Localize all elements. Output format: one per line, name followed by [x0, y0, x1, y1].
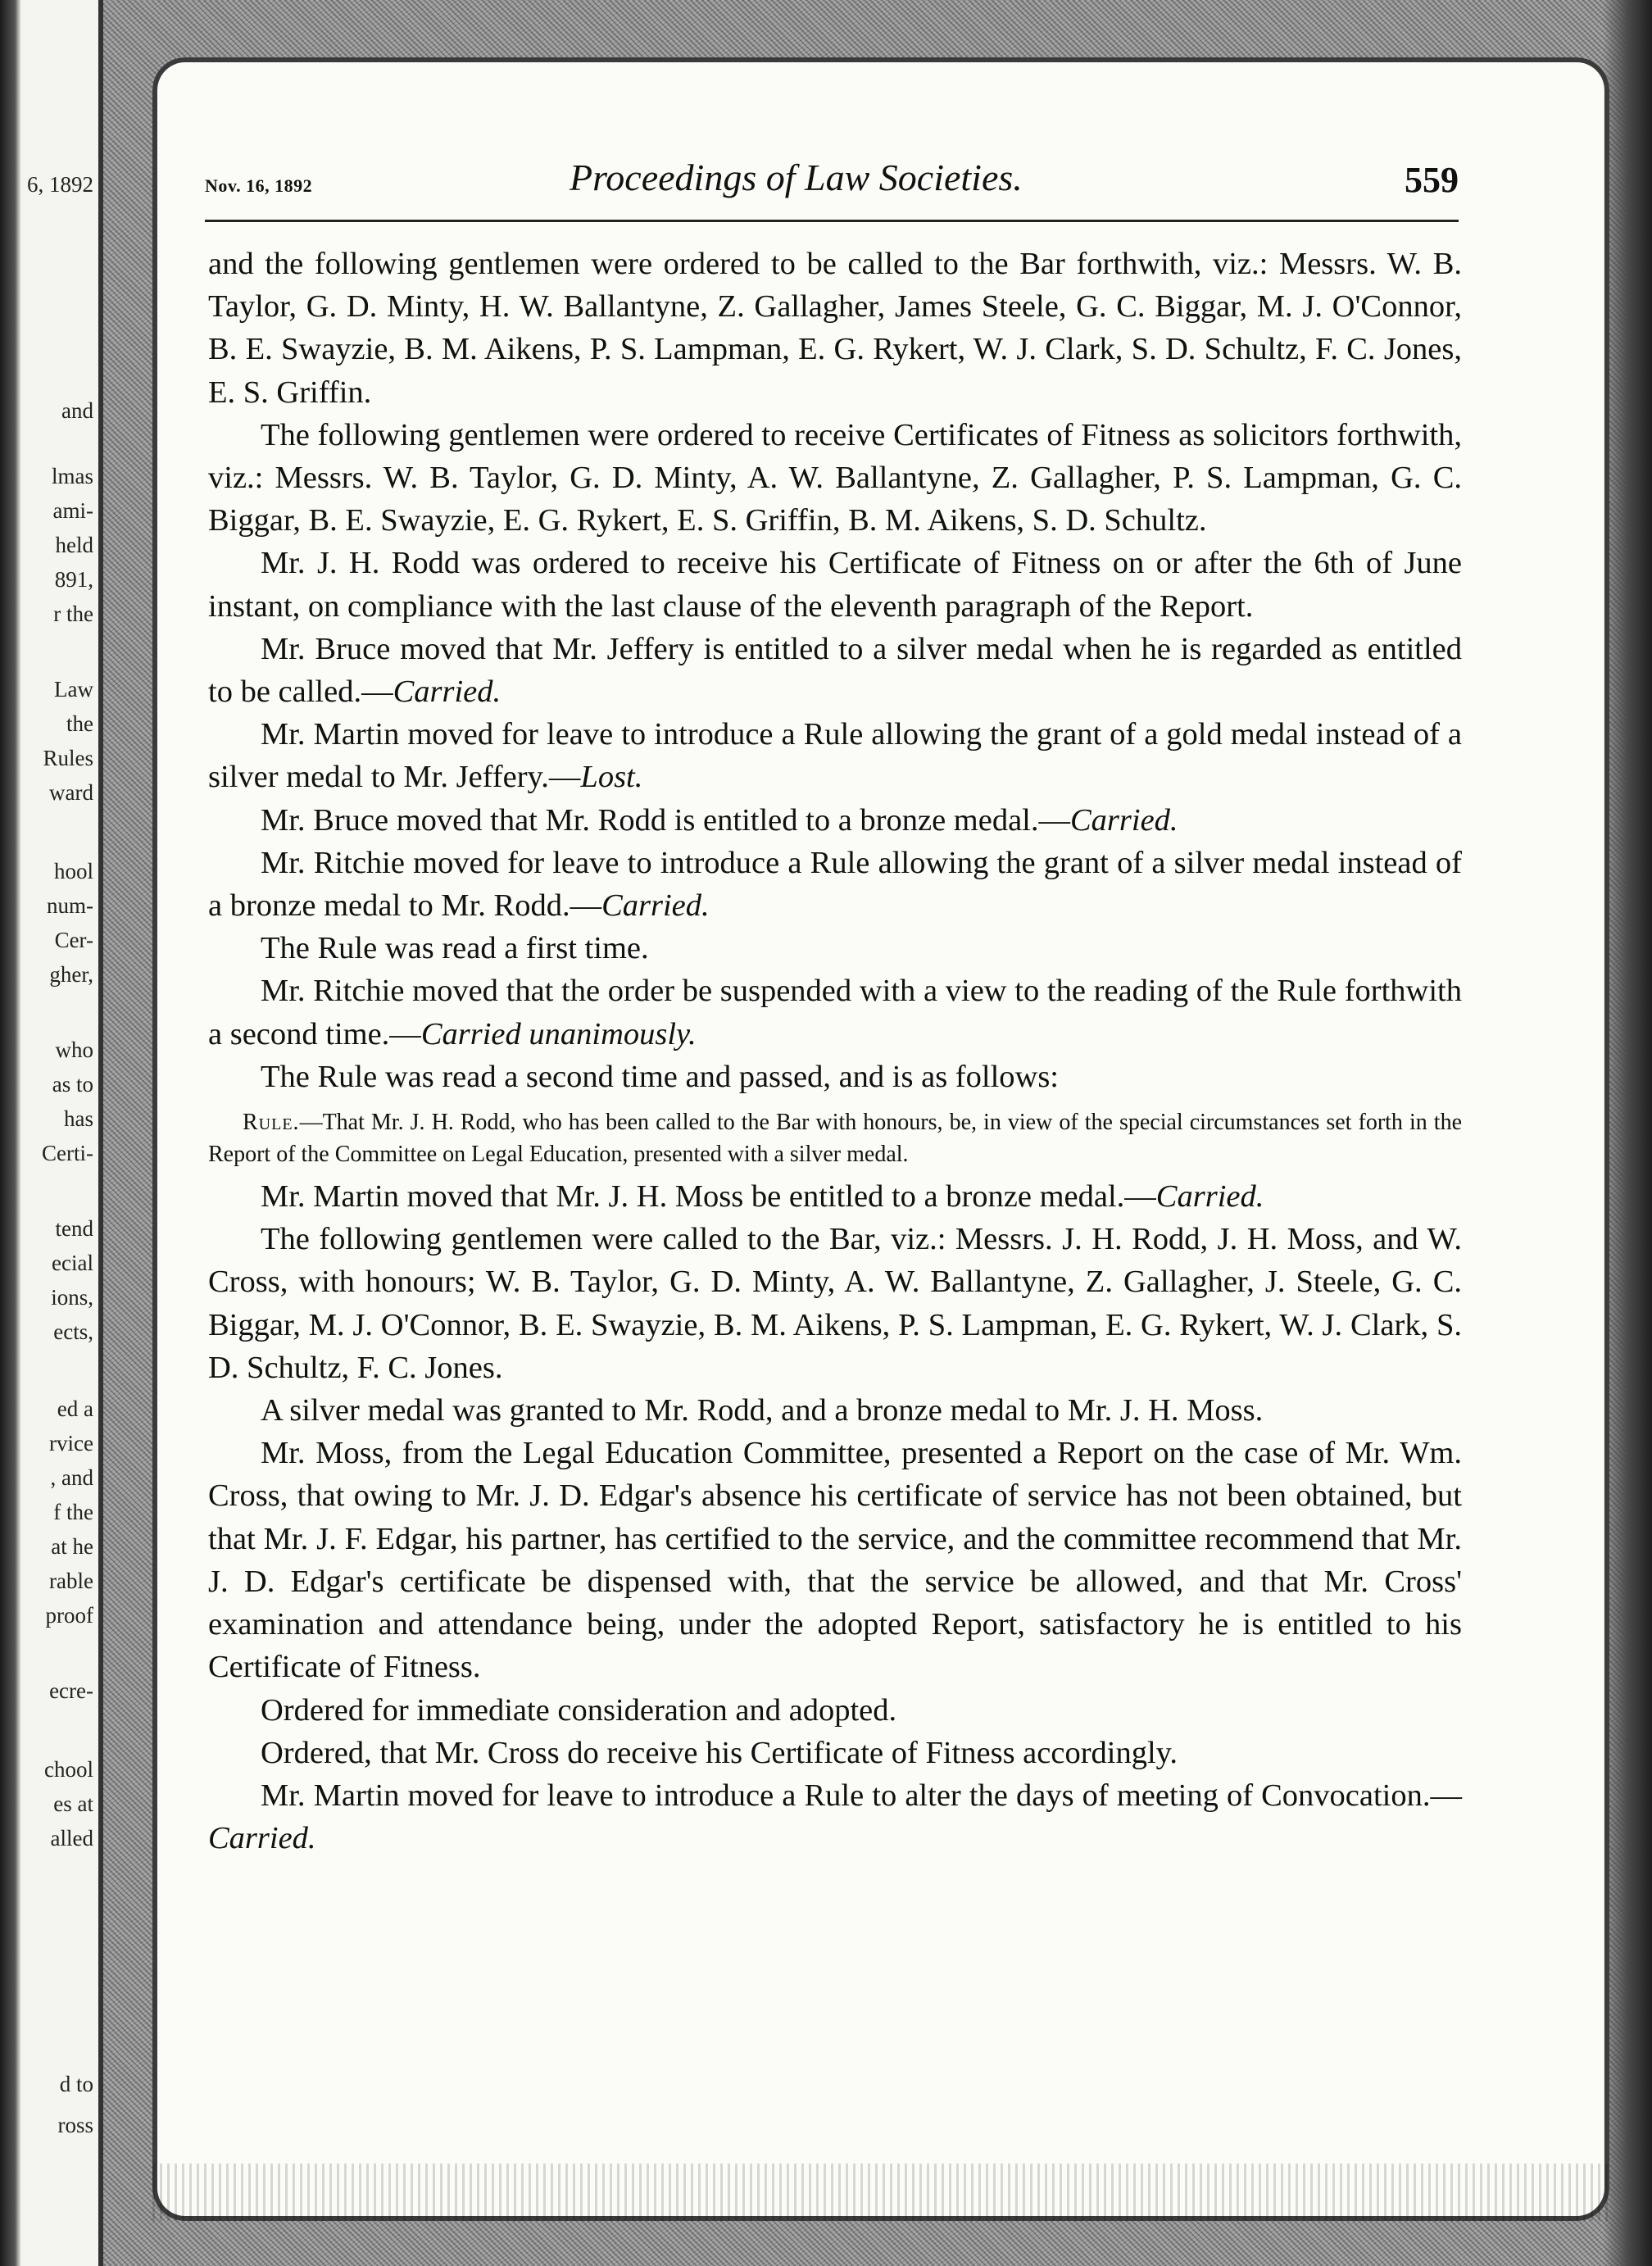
margin-fragment: ions,: [51, 1285, 93, 1310]
margin-fragment: gher,: [49, 962, 93, 987]
header-rule: [205, 220, 1459, 222]
margin-fragment: held: [55, 533, 93, 557]
paragraph-text: Mr. Martin moved that Mr. J. H. Moss be entitled to a bronze medal.—: [261, 1179, 1156, 1215]
paragraph: [208, 713, 1462, 798]
margin-fragment: ed a: [57, 1396, 93, 1421]
paragraph-text: Mr. Bruce moved that Mr. Rodd is entitled to a bronze medal.—: [261, 802, 1070, 838]
margin-fragment: num-: [47, 893, 93, 918]
motion-result: Carried.: [1155, 1179, 1264, 1215]
header-date: Nov. 16, 1892: [205, 175, 313, 196]
motion-result: Carried.: [1069, 802, 1178, 838]
paragraph-text: Mr. Ritchie moved that the order be suspended with a view to the reading of the Rule forthwith a second time.—: [208, 974, 1462, 1051]
margin-fragment: Cer-: [54, 928, 93, 952]
paragraph-text: Mr. Martin moved for leave to introduce a Rule allowing the grant of a gold medal instead of a silver medal to Mr. Jeffery.—: [208, 717, 1462, 795]
paragraph: The following gentlemen were called to the Bar, viz.: Messrs. J. H. Rodd, J. H. Moss, and W. Cross, with honours; W. B. Taylor, G. D. Minty, A. W. Ballantyne, Z. Gallagher, J. Steele, G. C. Biggar, M. J. O'Connor, B. E. Swayzie, B. M. Aikens, P. S. Lampman, E. G. Rykert, W. J. Clark, S. D. Schultz, F. C. Jones.: [208, 1222, 1462, 1385]
margin-fragment: ross: [57, 2113, 93, 2137]
paragraph: The Rule was read a second time and passed, and is as follows:: [261, 1059, 1060, 1094]
margin-fragment: Certi-: [42, 1141, 93, 1165]
paragraph-text: Mr. Ritchie moved for leave to introduce a Rule allowing the grant of a silver medal instead of a bronze medal to Mr. Rodd.—: [208, 845, 1462, 924]
motion-result: Carried.: [601, 888, 710, 924]
margin-fragment: lmas: [52, 464, 93, 488]
motion-result: Carried unanimously.: [420, 1016, 697, 1051]
page-number: 559: [1405, 160, 1459, 200]
rule-body: —That Mr. J. H. Rodd, who has been called to the Bar with honours, be, in view of the special circumstances set forth in the Report of the Committee on Legal Education, presented with a silver medal.: [208, 1110, 1462, 1168]
motion-result: Carried.: [208, 1821, 316, 1856]
binding-shadow: [0, 0, 21, 2266]
paragraph-text: Mr. Bruce moved that Mr. Jeffery is entitled to a silver medal when he is regarded as entitled to be called.—: [208, 631, 1462, 710]
running-title: Proceedings of Law Societies.: [570, 157, 1023, 198]
paragraph: Mr. J. H. Rodd was ordered to receive his Certificate of Fitness on or after the 6th of June instant, on compliance with the last clause of the eleventh paragraph of the Report.: [208, 546, 1462, 624]
margin-fragment: f the: [53, 1500, 93, 1524]
margin-fragment: alled: [50, 1826, 93, 1850]
margin-fragment: at he: [51, 1534, 93, 1559]
margin-fragment: es at: [53, 1791, 93, 1816]
margin-fragment: r the: [53, 602, 93, 626]
rule-quotation: [208, 1106, 1462, 1170]
margin-fragment: ward: [49, 780, 93, 805]
margin-fragment: ects,: [53, 1319, 93, 1344]
margin-fragment: , and: [50, 1465, 93, 1490]
page-edge-shadow: [1603, 0, 1652, 2266]
paragraph: [208, 799, 1462, 842]
margin-fragment: as to: [52, 1072, 93, 1097]
paragraph: A silver medal was granted to Mr. Rodd, and a bronze medal to Mr. J. H. Moss.: [261, 1393, 1264, 1428]
margin-fragment: ecre-: [49, 1678, 93, 1703]
margin-fragment: hool: [53, 859, 93, 883]
page-body: [208, 243, 1462, 1860]
paragraph: [208, 842, 1462, 927]
motion-result: Carried.: [393, 674, 502, 710]
paragraph: Ordered, that Mr. Cross do receive his Certificate of Fitness accordingly.: [261, 1735, 1178, 1770]
paragraph: [208, 628, 1462, 713]
paragraph-text: Mr. Martin moved for leave to introduce a Rule to alter the days of meeting of Convocation.—: [261, 1778, 1462, 1813]
margin-fragment: 6, 1892: [27, 172, 93, 197]
paragraph: The Rule was read a first time.: [261, 931, 649, 966]
margin-fragment: 891,: [54, 567, 93, 592]
margin-fragment: rable: [49, 1569, 93, 1593]
margin-fragment: ecial: [52, 1251, 93, 1275]
margin-fragment: who: [55, 1038, 93, 1062]
paragraph: Mr. Moss, from the Legal Education Committee, presented a Report on the case of Mr. Wm. Cross, that owing to Mr. J. D. Edgar's absence his certificate of service has not been obtained, but that Mr. J. F. Edgar, his partner, has certified to the service, and the committee recommend that Mr. J. D. Edgar's certificate be dispensed with, that the service be allowed, and that Mr. Cross' examination and attendance being, under the adopted Report, satisfactory he is entitled to his Certificate of Fitness.: [208, 1436, 1462, 1685]
margin-fragment: proof: [45, 1603, 93, 1628]
margin-fragment: and: [61, 398, 93, 423]
motion-result: Lost.: [580, 760, 643, 795]
margin-fragment: tend: [55, 1216, 93, 1241]
facing-page-margin: [0, 0, 103, 2266]
paragraph: [208, 1175, 1462, 1218]
paragraph: The following gentlemen were ordered to receive Certificates of Fitness as solicitors forthwith, viz.: Messrs. W. B. Taylor, G. D. Minty, A. W. Ballantyne, Z. Gallagher, P. S. Lampman, G. C. Biggar, B. E. Swayzie, E. G. Rykert, E. S. Griffin, B. M. Aikens, S. D. Schultz.: [208, 417, 1462, 538]
paragraph: Ordered for immediate consideration and adopted.: [261, 1692, 897, 1728]
margin-fragment: Law: [54, 677, 93, 702]
margin-fragment: chool: [44, 1757, 93, 1782]
margin-fragment: rvice: [49, 1431, 93, 1455]
margin-fragment: ami-: [52, 498, 93, 523]
rule-label: Rule.: [243, 1110, 300, 1136]
margin-fragment: d to: [59, 2072, 93, 2096]
margin-fragment: has: [64, 1106, 93, 1131]
margin-fragment: Rules: [43, 746, 93, 770]
paragraph: and the following gentlemen were ordered to be called to the Bar forthwith, viz.: Messrs. W. B. Taylor, G. D. Minty, H. W. Ballantyne, Z. Gallagher, James Steele, G. C. Biggar, M. J. O'Connor, B. E. Swayzie, B. M. Aikens, P. S. Lampman, E. G. Rykert, W. J. Clark, S. D. Schultz, F. C. Jones, E. S. Griffin.: [208, 247, 1462, 410]
paragraph: [208, 970, 1462, 1055]
running-header: [205, 156, 1459, 213]
margin-fragment: the: [66, 711, 93, 736]
scan-noise-bottom: [152, 2164, 1609, 2221]
paragraph: [208, 1774, 1462, 1860]
